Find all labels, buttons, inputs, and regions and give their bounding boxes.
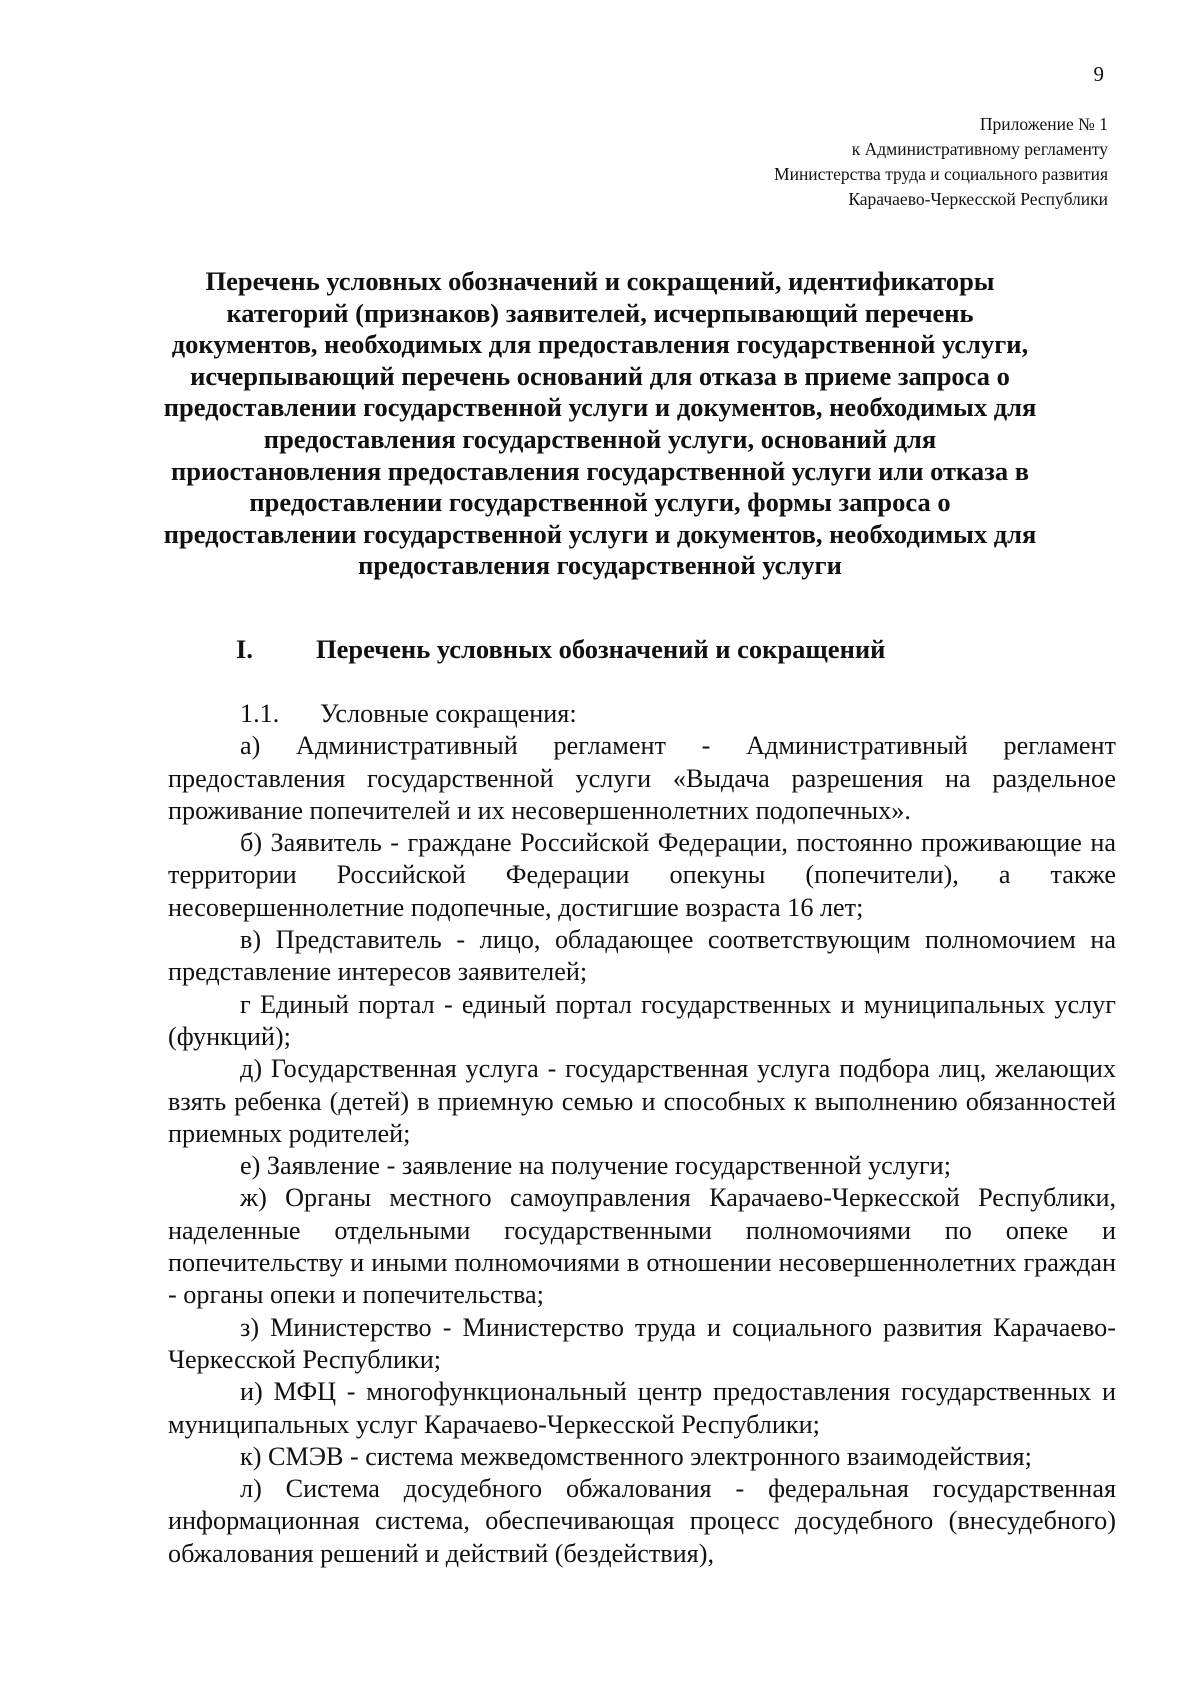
appendix-line: к Административному регламенту [851,139,1108,159]
document-title [150,266,1050,582]
appendix-line: Карачаево-Черкесской Республики [848,189,1108,209]
subsection-number: 1.1. [240,699,280,728]
title-line: предоставлении государственной услуги, формы запроса о [249,487,951,518]
definition-paragraph: в) Представитель - лицо, обладающее соответствующим полномочием на представление интересов заявителей; [168,925,1116,987]
section-title: Перечень условных обозначений и сокращений [316,634,886,664]
subsection-heading [168,698,1116,730]
definition-paragraph: ж) Органы местного самоуправления Карачаево-Черкесской Республики, наделенные отдельными государственными полномочиями по опеке и попечительству и иными полномочиями в отношении несовершеннолетних граждан - органы опеки и попечительства; [168,1183,1116,1310]
appendix-reference [774,112,1108,212]
title-line: приостановления предоставления государственной услуги или отказа в [170,455,1030,486]
definitions-body [168,698,1116,1570]
section-heading [236,634,885,665]
definition-paragraph: б) Заявитель - граждане Российской Федерации, постоянно проживающие на территории Российской Федерации опекуны (попечители), а также несовершеннолетние подопечные, достигшие возраста 16 лет; [168,828,1116,922]
title-line: исчерпывающий перечень оснований для отказа в приеме запроса о [190,360,1010,391]
title-line: категорий (признаков) заявителей, исчерпывающий перечень [226,297,974,328]
definition-paragraph: л) Система досудебного обжалования - федеральная государственная информационная система, обеспечивающая процесс досудебного (внесудебного) обжалования решений и действий (бездействия), [168,1474,1116,1568]
definition-paragraph: и) МФЦ - многофункциональный центр предоставления государственных и муниципальных услуг Карачаево-Черкесской Республики; [168,1377,1116,1439]
definition-paragraph: а) Административный регламент - Административный регламент предоставления государственной услуги «Выдача разрешения на раздельное проживание попечителей и их несовершеннолетних подопечных». [168,731,1116,825]
definition-paragraph: к) СМЭВ - система межведомственного электронного взаимодействия; [240,1441,1032,1471]
appendix-line: Приложение № 1 [979,114,1108,134]
subsection-title: Условные сокращения: [320,699,577,728]
title-line: предоставлении государственной услуги и документов, необходимых для [163,518,1037,549]
title-line: документов, необходимых для предоставления государственной услуги, [171,329,1029,360]
title-line: предоставления государственной услуги [358,550,842,581]
appendix-line: Министерства труда и социального развития [774,164,1108,184]
definition-paragraph: г Единый портал - единый портал государственных и муниципальных услуг (функций); [168,989,1116,1051]
definition-paragraph: д) Государственная услуга - государственная услуга подбора лиц, желающих взять ребенка (детей) в приемную семью и способных к выполнению обязанностей приемных родителей; [168,1054,1116,1148]
title-line: Перечень условных обозначений и сокращений, идентификаторы [205,266,995,296]
title-line: предоставлении государственной услуги и документов, необходимых для [163,392,1037,423]
section-number: I. [236,634,253,664]
page-number: 9 [1093,62,1104,86]
title-line: предоставления государственной услуги, оснований для [263,423,937,454]
definition-paragraph: з) Министерство - Министерство труда и социального развития Карачаево- Черкесской Республики; [168,1312,1116,1374]
definition-paragraph: е) Заявление - заявление на получение государственной услуги; [240,1151,951,1181]
